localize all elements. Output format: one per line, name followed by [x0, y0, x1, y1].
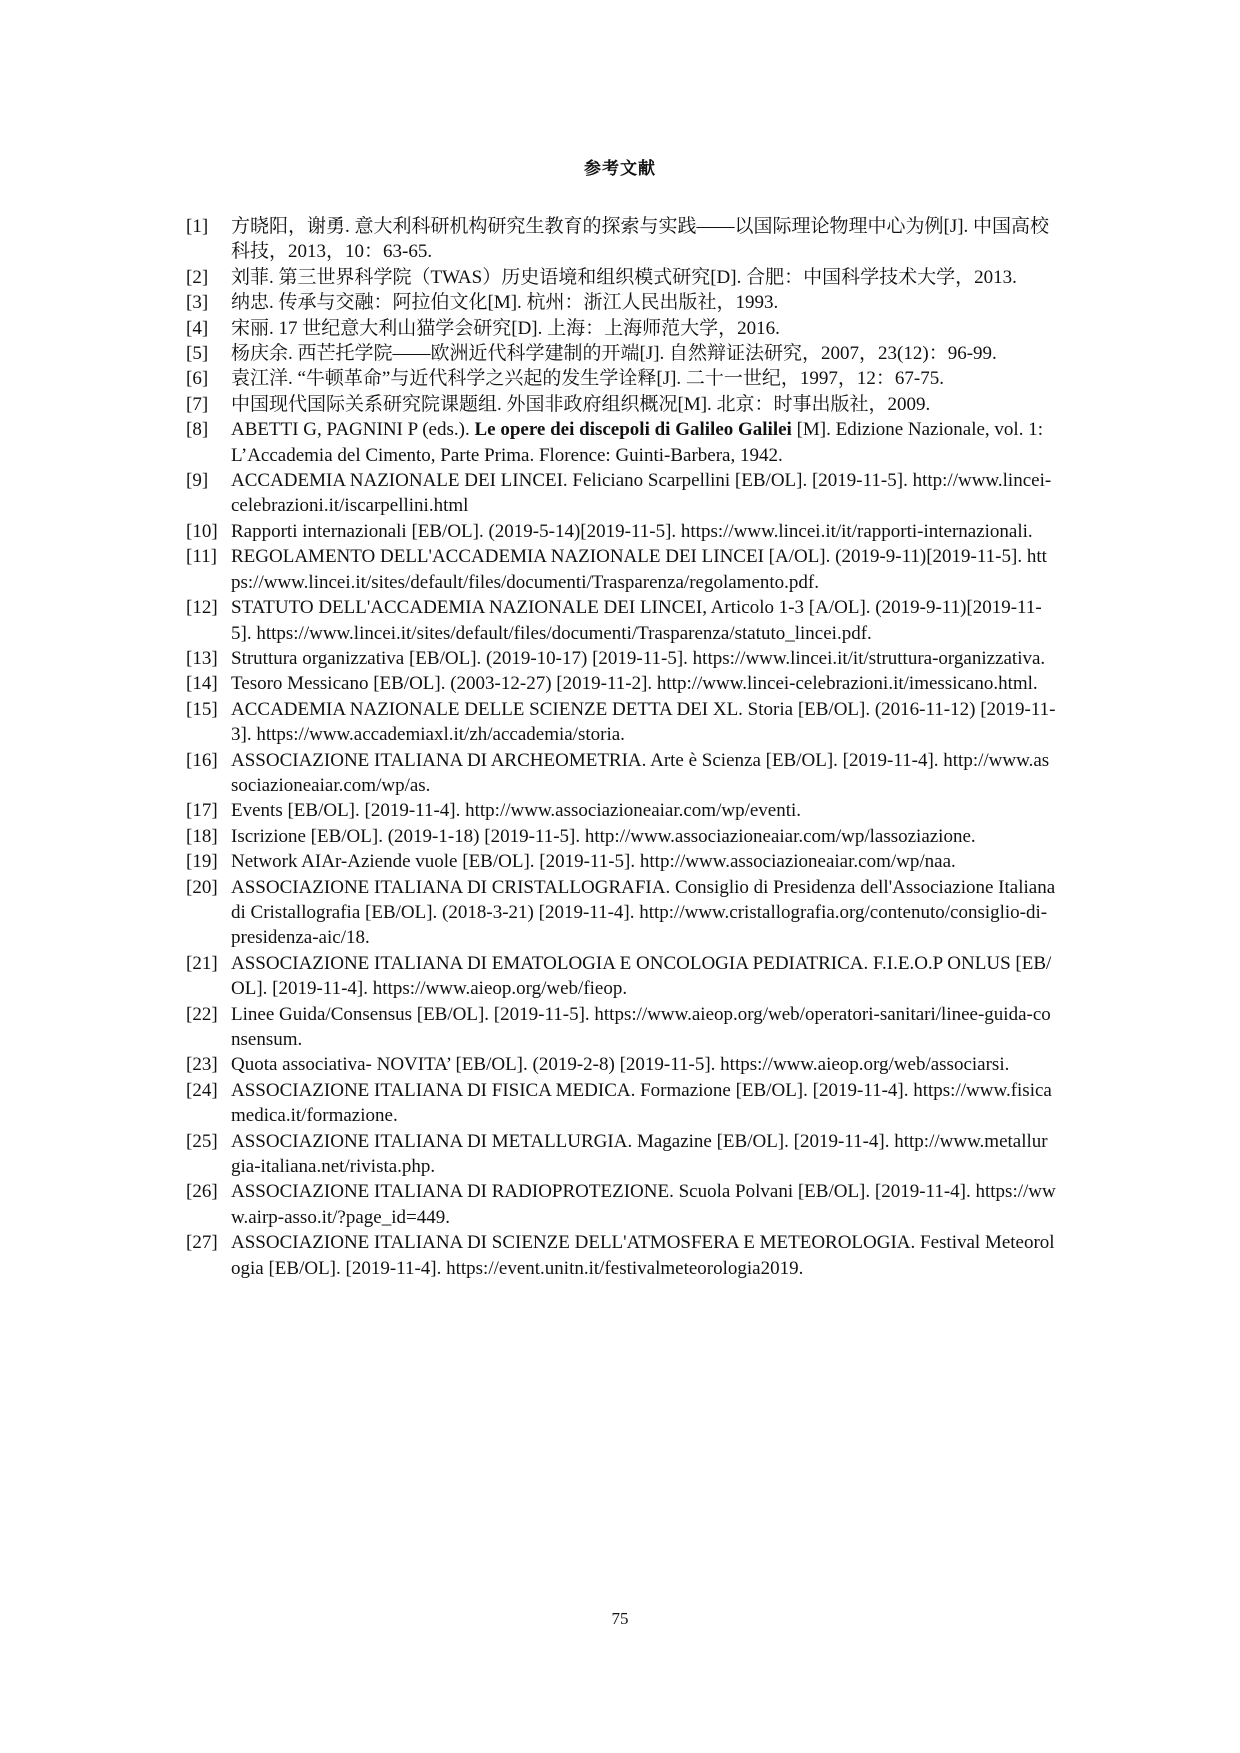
reference-text: 宋丽. 17 世纪意大利山猫学会研究[D]. 上海：上海师范大学，2016.: [231, 317, 780, 339]
reference-text: Tesoro Messicano [EB/OL]. (2003-12-27) [2019-11-2]. http://www.lincei-celebrazioni.it/imessicano.html.: [231, 673, 1038, 695]
reference-text: ASSOCIAZIONE ITALIANA DI RADIOPROTEZIONE. Scuola Polvani [EB/OL]. [2019-11-4]. https://www.airp-asso.it/?page_id=449.: [231, 1181, 1056, 1228]
reference-text: REGOLAMENTO DELL'ACCADEMIA NAZIONALE DEI LINCEI [A/OL]. (2019-9-11)[2019-11-5]. https://www.lincei.it/sites/default/files/documenti/Trasparenza/regolamento.pdf.: [231, 546, 1047, 593]
reference-text: Iscrizione [EB/OL]. (2019-1-18) [2019-11-5]. http://www.associazioneaiar.com/wp/lassoziazione.: [231, 825, 976, 847]
reference-number: [2]: [186, 266, 209, 288]
reference-number: [25]: [186, 1130, 218, 1152]
reference-number: [22]: [186, 1003, 218, 1025]
reference-item: [186, 1179, 1056, 1230]
reference-number: [14]: [186, 673, 218, 695]
reference-item: [186, 417, 1056, 468]
reference-text: 中国现代国际关系研究院课题组. 外国非政府组织概况[M]. 北京：时事出版社，2009.: [231, 393, 931, 415]
reference-text: [231, 417, 1056, 468]
reference-list: [186, 214, 1056, 1281]
reference-item: [186, 1129, 1056, 1180]
reference-item: [186, 392, 1056, 417]
reference-number: [3]: [186, 292, 209, 314]
reference-text: ASSOCIAZIONE ITALIANA DI ARCHEOMETRIA. Arte è Scienza [EB/OL]. [2019-11-4]. http://www.associazioneaiar.com/wp/as.: [231, 749, 1050, 796]
reference-number: [4]: [186, 317, 209, 339]
reference-number: [18]: [186, 825, 218, 847]
reference-text: ACCADEMIA NAZIONALE DELLE SCIENZE DETTA DEI XL. Storia [EB/OL]. (2016-11-12) [2019-11-3]. https://www.accademiaxl.it/zh/accademia/storia.: [231, 698, 1056, 746]
reference-item: [186, 341, 1056, 366]
reference-details: [M]. Edizione Nazionale, vol. 1: L’Accademia del Cimento, Parte Prima. Florence: Guinti-Barbera, 1942.: [231, 419, 1043, 466]
reference-item: [186, 671, 1056, 696]
reference-item: [186, 1002, 1056, 1053]
page-number: 75: [611, 1609, 629, 1628]
references-heading: 参考文献: [584, 159, 656, 179]
reference-item: [186, 1052, 1056, 1077]
reference-text: Quota associativa- NOVITA’ [EB/OL]. (2019-2-8) [2019-11-5]. https://www.aieop.org/web/associarsi.: [231, 1054, 1010, 1076]
reference-number: [24]: [186, 1079, 218, 1101]
reference-item: [186, 951, 1056, 1002]
reference-item: [186, 798, 1056, 823]
reference-item: [186, 316, 1056, 341]
reference-number: [16]: [186, 749, 218, 771]
reference-number: [7]: [186, 393, 209, 415]
reference-item: [186, 875, 1056, 951]
reference-item: [186, 366, 1056, 391]
reference-number: [15]: [186, 698, 218, 720]
reference-text: ASSOCIAZIONE ITALIANA DI SCIENZE DELL'ATMOSFERA E METEOROLOGIA. Festival Meteorologia [EB/OL]. [2019-11-4]. https://event.unitn.it/festivalmeteorologia2019.: [231, 1232, 1055, 1279]
reference-item: [186, 544, 1056, 595]
reference-number: [19]: [186, 851, 218, 873]
reference-number: [13]: [186, 647, 218, 669]
reference-number: [12]: [186, 597, 218, 619]
reference-book-title: Le opere dei discepoli di Galileo Galilei: [474, 419, 792, 441]
reference-text: Network AIAr-Aziende vuole [EB/OL]. [2019-11-5]. http://www.associazioneaiar.com/wp/naa.: [231, 851, 956, 873]
reference-number: [27]: [186, 1232, 218, 1254]
reference-text: Linee Guida/Consensus [EB/OL]. [2019-11-5]. https://www.aieop.org/web/operatori-sanitari/linee-guida-consensum.: [231, 1003, 1051, 1050]
reference-number: [1]: [186, 216, 209, 237]
reference-text: 袁江洋. “牛顿革命”与近代科学之兴起的发生学诠释[J]. 二十一世纪，1997，12：67-75.: [231, 368, 944, 390]
reference-text: Rapporti internazionali [EB/OL]. (2019-5-14)[2019-11-5]. https://www.lincei.it/it/rapporti-internazionali.: [231, 520, 1033, 542]
reference-text: STATUTO DELL'ACCADEMIA NAZIONALE DEI LINCEI, Articolo 1-3 [A/OL]. (2019-9-11)[2019-11-5]. https://www.lincei.it/sites/default/files/documenti/Trasparenza/statuto_lincei.pdf.: [231, 597, 1042, 644]
reference-number: [23]: [186, 1054, 218, 1076]
reference-authors: ABETTI G, PAGNINI P (eds.).: [231, 419, 475, 441]
reference-item: [186, 849, 1056, 874]
reference-number: [26]: [186, 1181, 218, 1203]
reference-number: [8]: [186, 419, 209, 441]
reference-item: [186, 519, 1056, 544]
reference-number: [9]: [186, 470, 209, 492]
reference-number: [20]: [186, 876, 218, 898]
reference-item: [186, 1230, 1056, 1281]
reference-number: [17]: [186, 800, 218, 822]
reference-text: ASSOCIAZIONE ITALIANA DI METALLURGIA. Magazine [EB/OL]. [2019-11-4]. http://www.metallurgia-italiana.net/rivista.php.: [231, 1130, 1048, 1178]
reference-text: 纳忠. 传承与交融：阿拉伯文化[M]. 杭州：浙江人民出版社，1993.: [231, 292, 779, 314]
reference-item: [186, 1078, 1056, 1129]
reference-text: ACCADEMIA NAZIONALE DEI LINCEI. Feliciano Scarpellini [EB/OL]. [2019-11-5]. http://www.lincei-celebrazioni.it/iscarpellini.html: [231, 470, 1052, 517]
reference-number: [11]: [186, 546, 217, 568]
reference-item: [186, 468, 1056, 519]
reference-item: [186, 748, 1056, 799]
reference-item: [186, 697, 1056, 748]
reference-item: [186, 290, 1056, 315]
reference-number: [10]: [186, 520, 218, 542]
reference-item: [186, 646, 1056, 671]
reference-item: [186, 595, 1056, 646]
reference-item: [186, 265, 1056, 290]
reference-item: [186, 214, 1056, 265]
reference-number: [21]: [186, 952, 218, 974]
reference-text: Events [EB/OL]. [2019-11-4]. http://www.associazioneaiar.com/wp/eventi.: [231, 800, 802, 822]
reference-text: ASSOCIAZIONE ITALIANA DI EMATOLOGIA E ONCOLOGIA PEDIATRICA. F.I.E.O.P ONLUS [EB/OL]. [2019-11-4]. https://www.aieop.org/web/fieop.: [231, 952, 1052, 1000]
reference-text: 杨庆余. 西芒托学院——欧洲近代科学建制的开端[J]. 自然辩证法研究，2007，23(12)：96-99.: [231, 343, 997, 365]
reference-text: Struttura organizzativa [EB/OL]. (2019-10-17) [2019-11-5]. https://www.lincei.it/it/struttura-organizzativa.: [231, 647, 1046, 669]
reference-item: [186, 824, 1056, 849]
reference-text: ASSOCIAZIONE ITALIANA DI CRISTALLOGRAFIA. Consiglio di Presidenza dell'Associazione Italiana di Cristallografia [EB/OL]. (2018-3-21) [2019-11-4]. http://www.cristallografia.org/contenuto/consiglio-di-presidenza-aic/18.: [231, 876, 1056, 949]
reference-text: 方晓阳，谢勇. 意大利科研机构研究生教育的探索与实践——以国际理论物理中心为例[J]. 中国高校科技，2013，10：63-65.: [231, 216, 1050, 263]
reference-text: ASSOCIAZIONE ITALIANA DI FISICA MEDICA. Formazione [EB/OL]. [2019-11-4]. https://www.fisicamedica.it/formazione.: [231, 1079, 1052, 1127]
reference-number: [5]: [186, 343, 209, 365]
reference-number: [6]: [186, 368, 209, 390]
reference-text: 刘菲. 第三世界科学院（TWAS）历史语境和组织模式研究[D]. 合肥：中国科学技术大学，2013.: [231, 266, 1017, 288]
